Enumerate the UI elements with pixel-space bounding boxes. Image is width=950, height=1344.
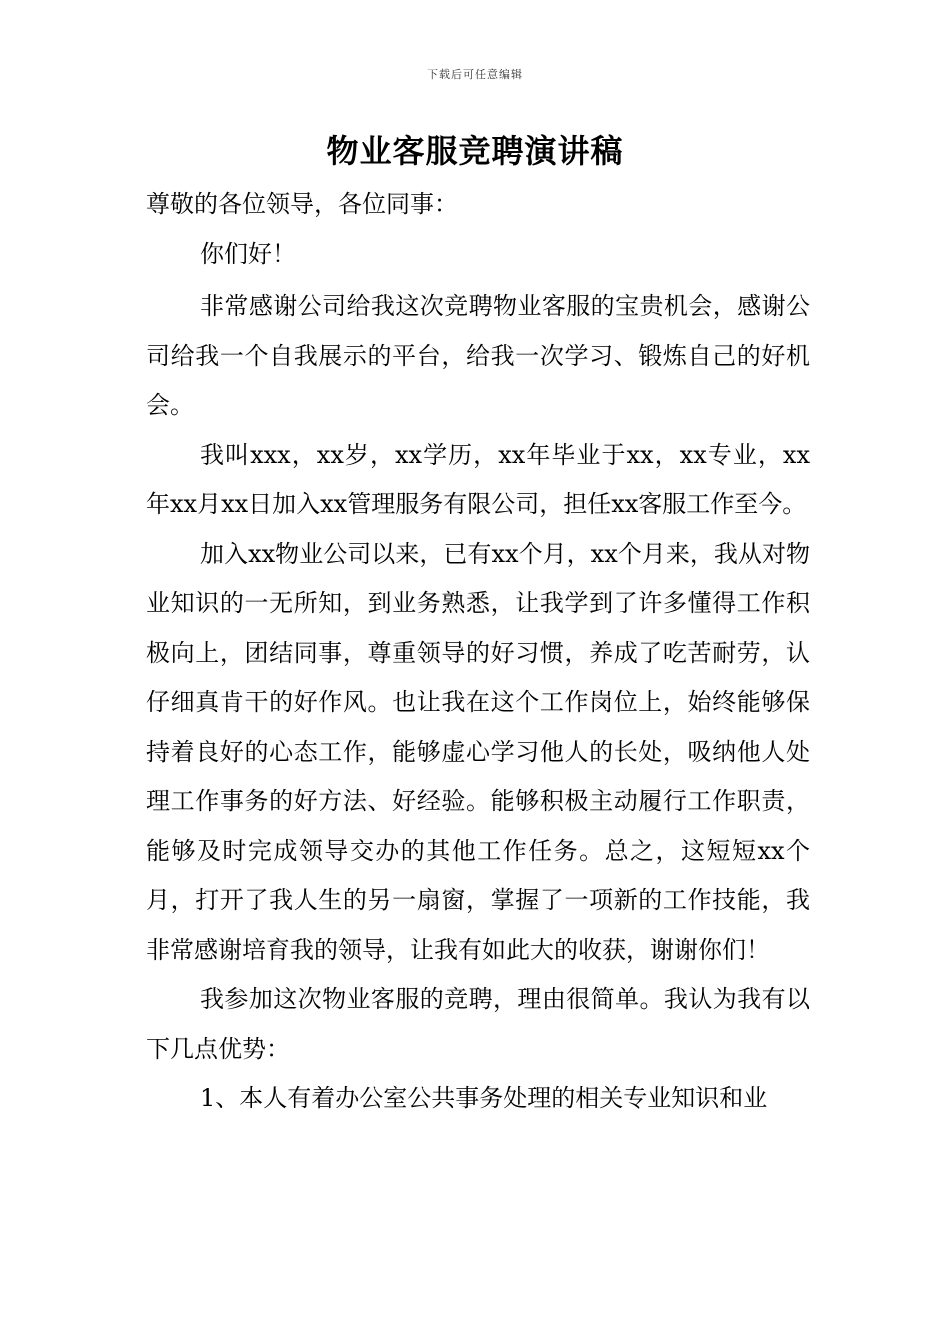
paragraph: 1、本人有着办公室公共事务处理的相关专业知识和业 [200,1084,768,1112]
header-note: 下载后可任意编辑 [427,68,523,81]
paragraph: 我叫xxx，xx岁，xx学历，xx年毕业于xx，xx专业，xx年xx月xx日加入xx管理服务有限公司，担任xx客服工作至今。 [146,440,810,518]
paragraph: 加入xx物业公司以来，已有xx个月，xx个月来，我从对物业知识的一无所知，到业务熟悉，让我学到了许多懂得工作积极向上，团结同事，尊重领导的好习惯，养成了吃苦耐劳，认仔细真肯干的好作风。也让我在这个工作岗位上，始终能够保持着良好的心态工作，能够虚心学习他人的长处，吸纳他人处理工作事务的好方法、好经验。能够积极主动履行工作职责，能够及时完成领导交办的其他工作任务。总之，这短短xx个月，打开了我人生的另一扇窗，掌握了一项新的工作技能，我非常感谢培育我的领导，让我有如此大的收获，谢谢你们！ [146,539,810,964]
paragraph: 非常感谢公司给我这次竞聘物业客服的宝贵机会，感谢公司给我一个自我展示的平台，给我一次学习、锻炼自己的好机会。 [146,292,810,419]
document-body [146,180,810,1124]
paragraph: 我参加这次物业客服的竞聘，理由很简单。我认为我有以下几点优势： [146,985,810,1063]
salutation: 尊敬的各位领导，各位同事： [146,190,458,218]
document-title: 物业客服竞聘演讲稿 [326,132,624,170]
paragraph: 你们好！ [200,239,296,268]
